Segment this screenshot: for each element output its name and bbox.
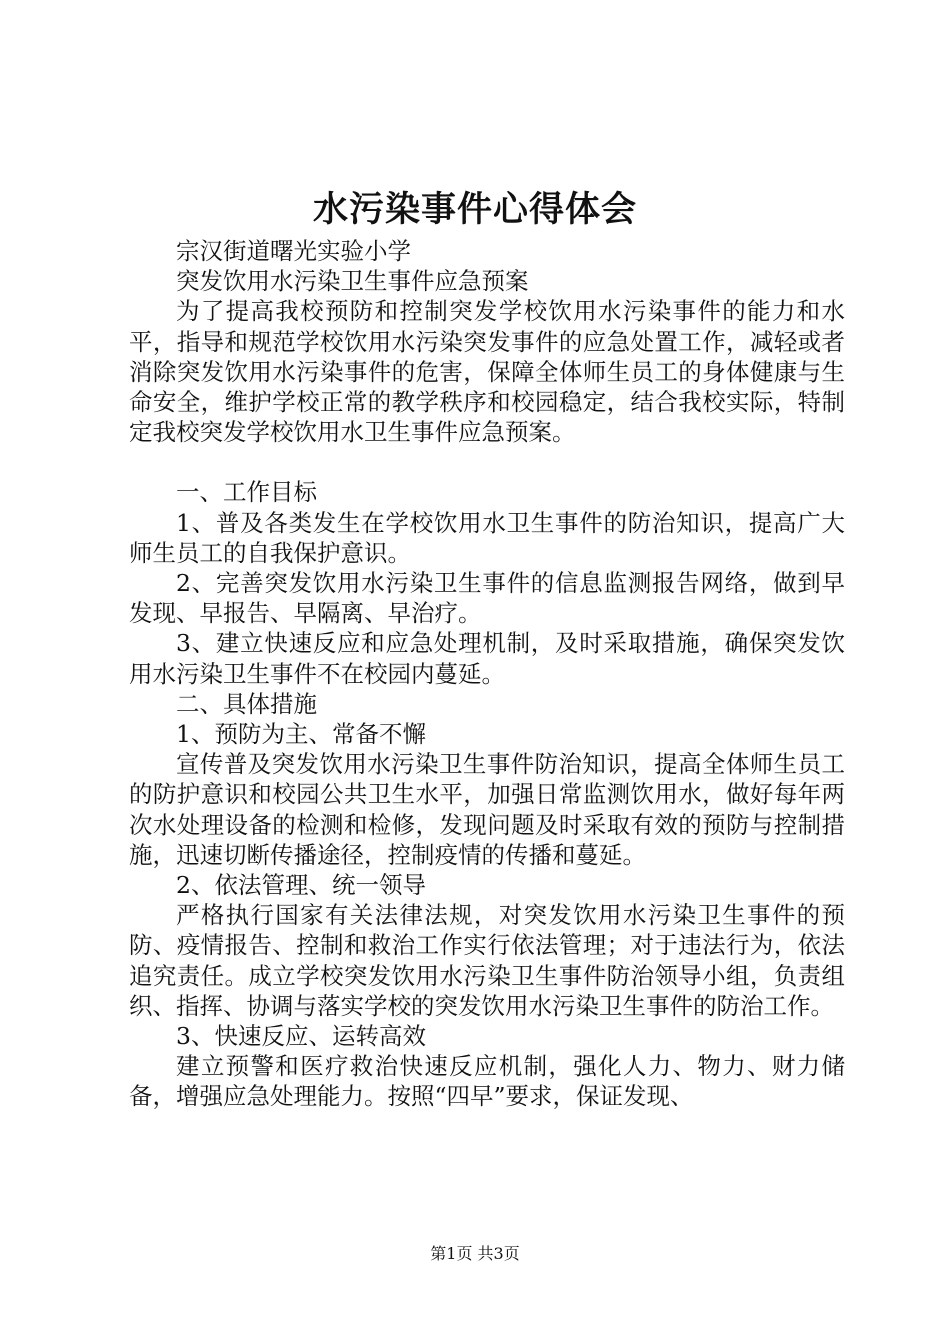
- paragraph-school-name: 宗汉街道曙光实验小学: [176, 237, 411, 265]
- paragraph-goal-3: 3、建立快速反应和应急处理机制，及时采取措施，确保突发饮用水污染卫生事件不在校园内蔓延。: [129, 629, 845, 688]
- subheading-measure-1: 1、预防为主、常备不懈: [176, 720, 426, 749]
- paragraph-measure-2: 严格执行国家有关法律法规，对突发饮用水污染卫生事件的预防、疫情报告、控制和救治工作实行依法管理；对于违法行为，依法追究责任。成立学校突发饮用水污染卫生事件防治领导小组，负责组织、指挥、协调与落实学校的突发饮用水污染卫生事件的防治工作。: [129, 901, 845, 1020]
- paragraph-goal-1: 1、普及各类发生在学校饮用水卫生事件的防治知识，提高广大师生员工的自我保护意识。: [129, 508, 845, 567]
- paragraph-measure-1: 宣传普及突发饮用水污染卫生事件防治知识，提高全体师生员工的防护意识和校园公共卫生水平，加强日常监测饮用水，做好每年两次水处理设备的检测和检修，发现问题及时采取有效的预防与控制措施，迅速切断传播途径，控制疫情的传播和蔓延。: [129, 750, 845, 869]
- paragraph-goal-2: 2、完善突发饮用水污染卫生事件的信息监测报告网络，做到早发现、早报告、早隔离、早治疗。: [129, 569, 845, 628]
- document-title: 水污染事件心得体会: [312, 189, 637, 230]
- paragraph-intro: 为了提高我校预防和控制突发学校饮用水污染事件的能力和水平，指导和规范学校饮用水污染突发事件的应急处置工作，减轻或者消除突发饮用水污染事件的危害，保障全体师生员工的身体健康与生命安全，维护学校正常的教学秩序和校园稳定，结合我校实际，特制定我校突发学校饮用水卫生事件应急预案。: [129, 297, 845, 447]
- heading-work-goals: 一、工作目标: [176, 478, 317, 507]
- document-body: [129, 236, 845, 1112]
- paragraph-plan-title: 突发饮用水污染卫生事件应急预案: [176, 267, 529, 296]
- subheading-measure-3: 3、快速反应、运转高效: [176, 1022, 426, 1051]
- page-number-footer: 第1页 共3页: [430, 1244, 520, 1263]
- paragraph-measure-3: 建立预警和医疗救治快速反应机制，强化人力、物力、财力储备，增强应急处理能力。按照“四早”要求，保证发现、: [129, 1052, 845, 1111]
- heading-measures: 二、具体措施: [176, 689, 317, 718]
- subheading-measure-2: 2、依法管理、统一领导: [176, 871, 426, 900]
